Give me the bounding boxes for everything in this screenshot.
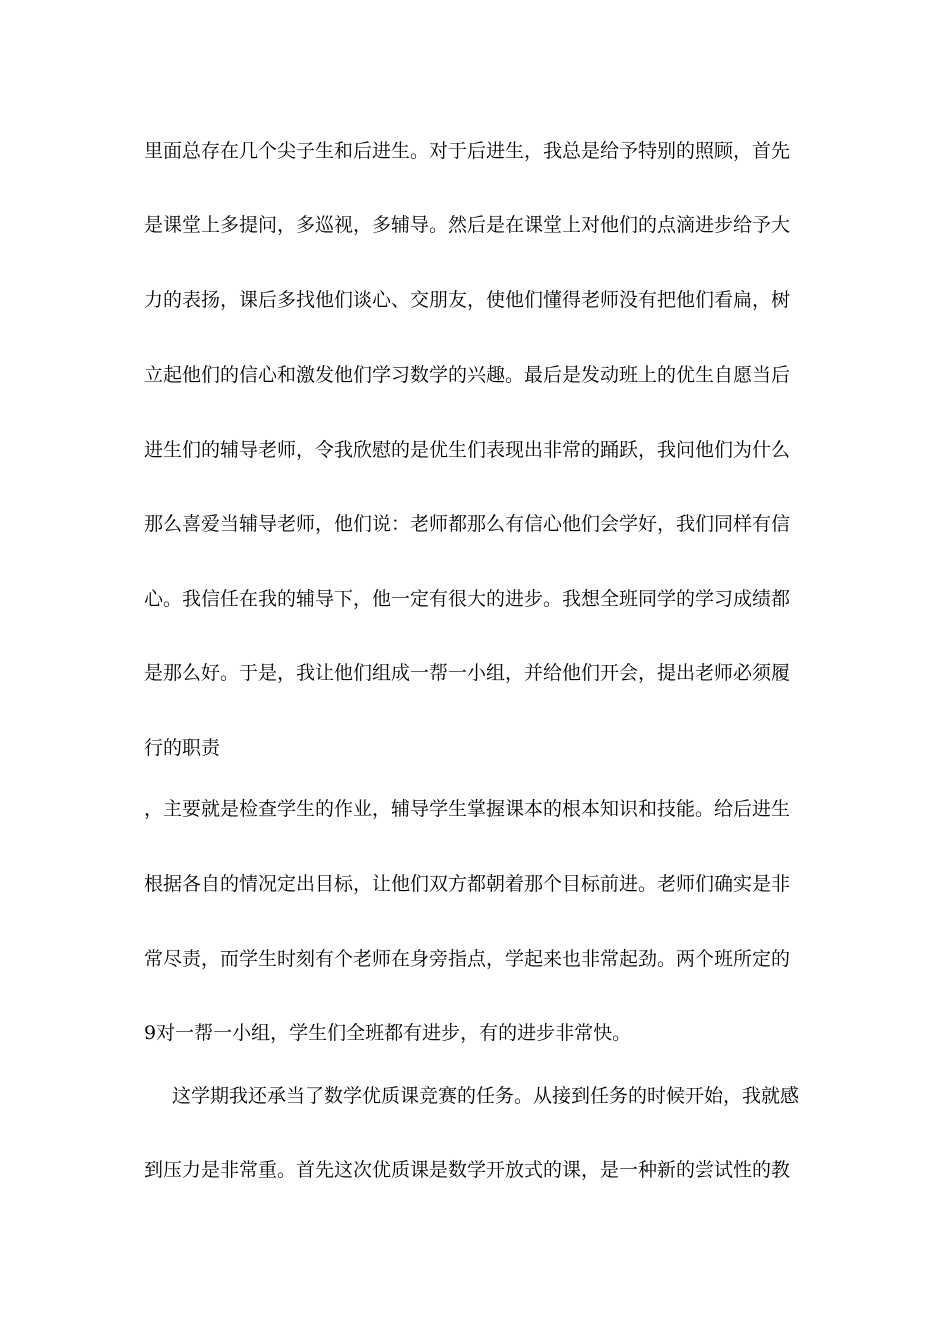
line-text: 对一帮一小组，学生们全班都有进步，有的进步非常快。 [156,1022,632,1044]
text-line: 根据各自的情况定出目标，让他们双方都朝着那个目标前进。老师们确实是非 [144,873,791,895]
text-line: 行的职责 [144,737,221,759]
text-line: 力的表扬，课后多找他们谈心、交朋友，使他们懂得老师没有把他们看扁，树 [144,289,791,311]
text-line: 那么喜爱当辅导老师，他们说：老师都那么有信心他们会学好，我们同样有信 [144,513,791,535]
group-count: 9 [144,1022,157,1044]
text-line: 进生们的辅导老师，令我欣慰的是优生们表现出非常的踊跃，我问他们为什么 [144,439,791,461]
text-line: 到压力是非常重。首先这次优质课是数学开放式的课，是一种新的尝试性的教 [144,1159,791,1181]
text-line: 是那么好。于是，我让他们组成一帮一小组，并给他们开会，提出老师必须履 [144,662,791,684]
text-line: 里面总存在几个尖子生和后进生。对于后进生，我总是给予特别的照顾，首先 [144,140,791,162]
text-line: 是课堂上多提问，多巡视，多辅导。然后是在课堂上对他们的点滴进步给予大 [144,214,791,236]
text-line: ，主要就是检查学生的作业，辅导学生掌握课本的根本知识和技能。给后进生 [144,798,791,820]
text-line [144,1021,631,1045]
paragraph-first-line: 这学期我还承当了数学优质课竞赛的任务。从接到任务的时候开始，我就感 [172,1085,800,1107]
text-line: 心。我信任在我的辅导下，他一定有很大的进步。我想全班同学的学习成绩都 [144,588,791,610]
text-line: 立起他们的信心和激发他们学习数学的兴趣。最后是发动班上的优生自愿当后 [144,364,791,386]
text-line: 常尽责，而学生时刻有个老师在身旁指点，学起来也非常起劲。两个班所定的 [144,948,791,970]
